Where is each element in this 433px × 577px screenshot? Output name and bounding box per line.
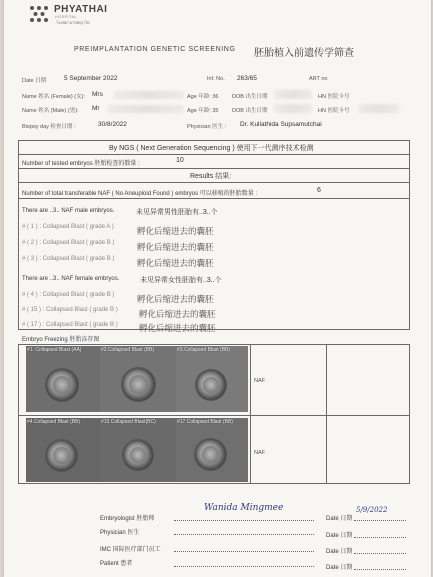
name-male-label: Name 姓名 (Male) (男): [22, 108, 79, 114]
ngs-method: By NGS ( Next Generation Sequencing ) 使用下一代测序技术检测 [109, 145, 314, 152]
naf-top-label: NAF [254, 378, 265, 384]
name-female-value: Mrs [92, 91, 103, 98]
patient-label: Patient 患者 [100, 561, 133, 567]
male-embryo-1-cn: 孵化后缩进去的囊胚 [137, 226, 214, 236]
embryo-photo-caption: #4.Collapsed Blast (BB) [27, 419, 81, 425]
name-male-value: Mr [92, 105, 100, 112]
art-label: ART no [309, 76, 328, 82]
redacted-block [274, 104, 312, 113]
logo-sub: HOSPITAL [55, 14, 77, 19]
hn-male-label: HN 医院卡号 [318, 108, 350, 114]
name-female-label: Name 姓名 (Female) (女): [22, 94, 85, 100]
dob-male-label: DOB 出生日期 [232, 108, 268, 114]
document-title-cn: 胚胎植入前遗传学筛查 [254, 48, 354, 59]
phyathai-logo-icon [28, 5, 50, 23]
female-embryo-17-cn: 孵化后缩进去的囊胚 [139, 323, 216, 333]
physician-sign-label: Physician 医生 [100, 530, 140, 536]
embryo-photo-caption: #17.Collapsed Blast (BB) [177, 419, 233, 425]
date-label-3: Date 日期 [326, 549, 353, 555]
date-value: 5 September 2022 [64, 75, 118, 82]
document-title: PREIMPLANTATION GENETIC SCREENING [74, 46, 236, 53]
redacted-block [359, 104, 399, 113]
freezing-heading: Embryo Freezing 胚胎冻存图 [22, 337, 100, 343]
male-embryo-2-cn: 孵化后缩进去的囊胚 [137, 242, 214, 252]
date-label-4: Date 日期 [326, 565, 353, 571]
age-female-label: Age 年龄: 36 [187, 94, 219, 100]
female-heading-cn: 未见异常女性胚胎有..3..个 [140, 277, 222, 284]
logo-name: PHYATHAI [54, 4, 108, 15]
results-heading: Results 结果: [190, 173, 232, 180]
female-embryo-4: # ( 4 ) : Collapsed Blast ( grade B ) [22, 292, 115, 298]
male-embryo-2: # ( 2 ) : Collapsed Blast ( grade B ) [22, 240, 115, 246]
embryo-photo-caption: #1. Collapsed Blast (AA) [27, 347, 82, 353]
biopsy-value: 30/8/2022 [98, 121, 127, 128]
redacted-block [274, 90, 312, 99]
female-heading-en: There are ..3.. NAF female embryos. [22, 276, 120, 282]
embryo-photo-2 [100, 346, 176, 412]
date-label-2: Date 日期 [326, 533, 353, 539]
tested-embryos-label: Number of tested embryos 胚胎检查的数量 : [22, 161, 140, 167]
physician-label: Physician 医生 : [187, 124, 227, 130]
embryo-photo-4 [26, 418, 100, 482]
female-embryo-4-cn: 孵化后缩进去的囊胚 [137, 294, 214, 304]
male-embryo-3: # ( 3 ) : Collapsed Blast ( grade B ) [22, 256, 115, 262]
embryo-photo-15 [100, 418, 176, 482]
embryo-photo-1 [26, 346, 100, 412]
male-heading-cn: 未见异常男性胚胎有..3..个 [136, 209, 218, 216]
hn-female-label: HN 医院卡号 [318, 94, 350, 100]
signature-date: 5/9/2022 [356, 506, 388, 514]
transferable-label: Number of total transferable NAF ( No Aneuploid Found ) embryos 可以移植的胚胎数量 : [22, 191, 258, 197]
inf-value: 263/65 [237, 75, 257, 82]
embryologist-label: Embryologist 胚胎师 [100, 516, 155, 522]
date-label: Date 日期 [22, 78, 47, 84]
transferable-value: 6 [317, 187, 321, 194]
embryo-photo-3 [176, 346, 248, 412]
imc-label: IMC 国际医疗部门员工 [100, 547, 161, 553]
age-male-label: Age 年龄: 35 [187, 108, 219, 114]
dob-female-label: DOB 出生日期 [232, 94, 268, 100]
physician-value: Dr. Kullathida Supsamutchai [240, 121, 322, 128]
female-embryo-15: # ( 15 ) : Collapsed Blast ( grade B ) [22, 307, 118, 313]
embryo-photo-caption: #15.Collapsed Blast(BC) [101, 419, 156, 425]
tested-embryos-value: 10 [176, 157, 184, 164]
male-embryo-3-cn: 孵化后缩进去的囊胚 [137, 258, 214, 268]
embryo-photo-caption: #3.Collapsed Blast (BB) [177, 347, 231, 353]
naf-bottom-label: NAF [254, 450, 265, 456]
female-embryo-15-cn: 孵化后缩进去的囊胚 [139, 309, 216, 319]
embryo-photo-caption: #2.Collapsed Blast (BB) [101, 347, 155, 353]
redacted-block [114, 91, 184, 99]
male-embryo-1: # ( 1 ) : Collapsed Blast ( grade A ) [22, 224, 114, 230]
male-heading-en: There are ..3.. NAF male embryos. [22, 208, 115, 214]
inf-label: Inf. No. [207, 76, 225, 82]
logo-sub-thai: โรงพยาบาลพญาไท [56, 20, 90, 25]
female-embryo-17: # ( 17 ) : Collapsed Blast ( grade B ) [22, 322, 118, 328]
date-label-1: Date 日期 [326, 516, 353, 522]
biopsy-label: Biopsy day 检查日期 : [22, 124, 76, 130]
report-page [4, 0, 431, 577]
redacted-block [108, 105, 184, 113]
embryo-photo-17 [176, 418, 248, 482]
embryologist-signature: Wanida Mingmee [204, 503, 284, 513]
